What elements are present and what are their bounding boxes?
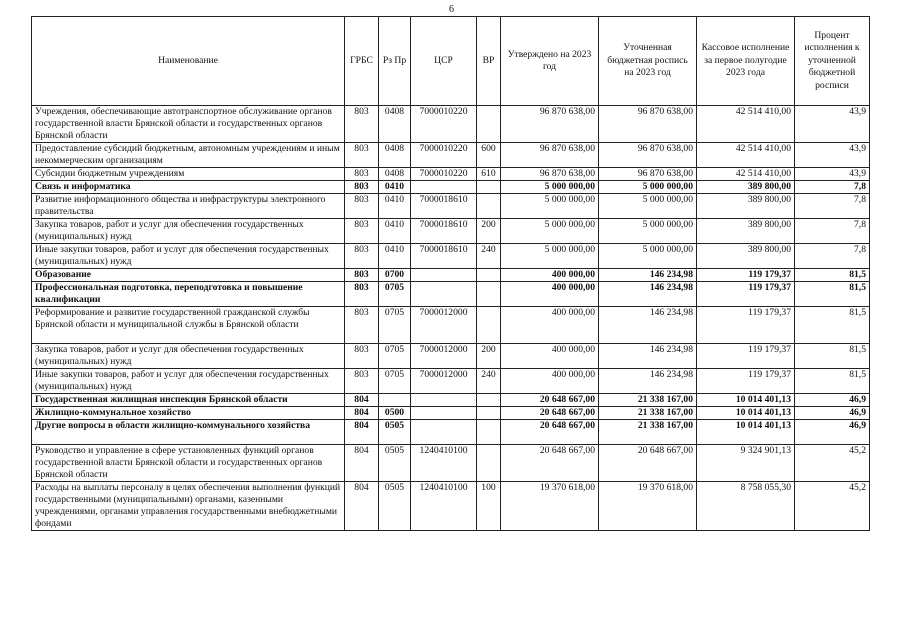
table-row bbox=[32, 219, 870, 244]
row-approved: 96 870 638,00 bbox=[501, 143, 599, 168]
row-vr bbox=[477, 420, 501, 445]
row-cash: 119 179,37 bbox=[697, 307, 795, 344]
row-approved: 400 000,00 bbox=[501, 344, 599, 369]
row-grbs: 803 bbox=[345, 143, 379, 168]
row-approved: 19 370 618,00 bbox=[501, 482, 599, 531]
row-csr bbox=[411, 420, 477, 445]
row-refined: 5 000 000,00 bbox=[599, 194, 697, 219]
row-rzpr bbox=[379, 394, 411, 407]
row-rzpr: 0408 bbox=[379, 143, 411, 168]
row-grbs: 803 bbox=[345, 168, 379, 181]
row-cash: 389 800,00 bbox=[697, 244, 795, 269]
row-rzpr: 0505 bbox=[379, 420, 411, 445]
row-approved: 400 000,00 bbox=[501, 282, 599, 307]
col-header-approved: Утверждено на 2023 год bbox=[501, 17, 599, 106]
row-cash: 10 014 401,13 bbox=[697, 407, 795, 420]
row-cash: 119 179,37 bbox=[697, 282, 795, 307]
table-row bbox=[32, 407, 870, 420]
row-grbs: 803 bbox=[345, 219, 379, 244]
table-row bbox=[32, 420, 870, 445]
row-name: Другие вопросы в области жилищно-коммунального хозяйства bbox=[32, 420, 345, 445]
row-name: Учреждения, обеспечивающие автотранспортное обслуживание органов государственной власти Брянской области и государственных органов Брянской области bbox=[32, 106, 345, 143]
row-approved: 5 000 000,00 bbox=[501, 194, 599, 219]
row-approved: 400 000,00 bbox=[501, 269, 599, 282]
row-refined: 21 338 167,00 bbox=[599, 407, 697, 420]
row-grbs: 804 bbox=[345, 420, 379, 445]
row-percent: 81,5 bbox=[795, 369, 870, 394]
row-csr: 7000012000 bbox=[411, 369, 477, 394]
row-grbs: 804 bbox=[345, 407, 379, 420]
row-percent: 81,5 bbox=[795, 269, 870, 282]
row-refined: 5 000 000,00 bbox=[599, 219, 697, 244]
row-rzpr: 0705 bbox=[379, 369, 411, 394]
row-name: Субсидии бюджетным учреждениям bbox=[32, 168, 345, 181]
row-approved: 400 000,00 bbox=[501, 307, 599, 344]
row-csr: 7000012000 bbox=[411, 307, 477, 344]
table-row bbox=[32, 282, 870, 307]
row-grbs: 803 bbox=[345, 344, 379, 369]
row-approved: 20 648 667,00 bbox=[501, 420, 599, 445]
row-csr bbox=[411, 407, 477, 420]
row-refined: 96 870 638,00 bbox=[599, 106, 697, 143]
row-refined: 146 234,98 bbox=[599, 344, 697, 369]
row-refined: 19 370 618,00 bbox=[599, 482, 697, 531]
row-csr bbox=[411, 282, 477, 307]
row-grbs: 803 bbox=[345, 181, 379, 194]
row-approved: 96 870 638,00 bbox=[501, 106, 599, 143]
row-name: Жилищно-коммунальное хозяйство bbox=[32, 407, 345, 420]
row-refined: 21 338 167,00 bbox=[599, 394, 697, 407]
row-cash: 119 179,37 bbox=[697, 269, 795, 282]
row-name: Реформирование и развитие государственной гражданской службы Брянской области и муниципальной службы в Брянской области bbox=[32, 307, 345, 344]
row-name: Закупка товаров, работ и услуг для обеспечения государственных (муниципальных) нужд bbox=[32, 344, 345, 369]
table-row bbox=[32, 244, 870, 269]
table-header-row bbox=[32, 17, 870, 106]
row-approved: 5 000 000,00 bbox=[501, 219, 599, 244]
row-percent: 81,5 bbox=[795, 282, 870, 307]
row-percent: 45,2 bbox=[795, 482, 870, 531]
table-row bbox=[32, 445, 870, 482]
row-vr bbox=[477, 181, 501, 194]
row-vr bbox=[477, 282, 501, 307]
row-vr: 600 bbox=[477, 143, 501, 168]
row-approved: 400 000,00 bbox=[501, 369, 599, 394]
row-rzpr: 0408 bbox=[379, 106, 411, 143]
row-cash: 389 800,00 bbox=[697, 219, 795, 244]
row-percent: 7,8 bbox=[795, 244, 870, 269]
table-row bbox=[32, 194, 870, 219]
budget-table bbox=[31, 16, 870, 531]
row-cash: 8 758 055,30 bbox=[697, 482, 795, 531]
row-approved: 5 000 000,00 bbox=[501, 181, 599, 194]
row-cash: 9 324 901,13 bbox=[697, 445, 795, 482]
row-rzpr: 0505 bbox=[379, 445, 411, 482]
row-vr: 610 bbox=[477, 168, 501, 181]
row-refined: 21 338 167,00 bbox=[599, 420, 697, 445]
row-csr bbox=[411, 269, 477, 282]
row-rzpr: 0410 bbox=[379, 219, 411, 244]
col-header-csr: ЦСР bbox=[411, 17, 477, 106]
row-percent: 81,5 bbox=[795, 344, 870, 369]
row-percent: 46,9 bbox=[795, 394, 870, 407]
col-header-name: Наименование bbox=[32, 17, 345, 106]
table-row bbox=[32, 369, 870, 394]
row-csr: 7000012000 bbox=[411, 344, 477, 369]
row-vr bbox=[477, 445, 501, 482]
row-approved: 5 000 000,00 bbox=[501, 244, 599, 269]
row-vr: 240 bbox=[477, 244, 501, 269]
table-row bbox=[32, 344, 870, 369]
row-percent: 43,9 bbox=[795, 106, 870, 143]
row-grbs: 804 bbox=[345, 445, 379, 482]
row-name: Связь и информатика bbox=[32, 181, 345, 194]
row-name: Руководство и управление в сфере установленных функций органов государственной власти Брянской области и государственных органов Брянской области bbox=[32, 445, 345, 482]
row-name: Расходы на выплаты персоналу в целях обеспечения выполнения функций государственными (муниципальными) органами, казенными учреждениями, органами управления государственными внебюджетными фондами bbox=[32, 482, 345, 531]
table-row bbox=[32, 168, 870, 181]
row-vr: 240 bbox=[477, 369, 501, 394]
col-header-cash: Кассовое исполнение за первое полугодие 2023 года bbox=[697, 17, 795, 106]
row-rzpr: 0410 bbox=[379, 244, 411, 269]
row-vr bbox=[477, 307, 501, 344]
row-refined: 96 870 638,00 bbox=[599, 168, 697, 181]
row-cash: 42 514 410,00 bbox=[697, 143, 795, 168]
row-grbs: 804 bbox=[345, 482, 379, 531]
row-rzpr: 0410 bbox=[379, 181, 411, 194]
row-percent: 7,8 bbox=[795, 219, 870, 244]
row-vr: 100 bbox=[477, 482, 501, 531]
row-grbs: 803 bbox=[345, 282, 379, 307]
row-refined: 96 870 638,00 bbox=[599, 143, 697, 168]
row-vr bbox=[477, 269, 501, 282]
table-row bbox=[32, 482, 870, 531]
row-cash: 42 514 410,00 bbox=[697, 106, 795, 143]
row-approved: 96 870 638,00 bbox=[501, 168, 599, 181]
row-cash: 389 800,00 bbox=[697, 181, 795, 194]
row-cash: 389 800,00 bbox=[697, 194, 795, 219]
row-refined: 5 000 000,00 bbox=[599, 244, 697, 269]
row-name: Образование bbox=[32, 269, 345, 282]
row-grbs: 803 bbox=[345, 307, 379, 344]
row-percent: 7,8 bbox=[795, 194, 870, 219]
row-cash: 10 014 401,13 bbox=[697, 420, 795, 445]
table-row bbox=[32, 269, 870, 282]
row-grbs: 803 bbox=[345, 269, 379, 282]
row-rzpr: 0705 bbox=[379, 307, 411, 344]
row-vr bbox=[477, 407, 501, 420]
table-row bbox=[32, 181, 870, 194]
row-refined: 20 648 667,00 bbox=[599, 445, 697, 482]
row-name: Иные закупки товаров, работ и услуг для обеспечения государственных (муниципальных) нужд bbox=[32, 244, 345, 269]
row-percent: 45,2 bbox=[795, 445, 870, 482]
row-name: Развитие информационного общества и инфраструктуры электронного правительства bbox=[32, 194, 345, 219]
table-row bbox=[32, 394, 870, 407]
row-rzpr: 0410 bbox=[379, 194, 411, 219]
row-approved: 20 648 667,00 bbox=[501, 407, 599, 420]
row-rzpr: 0705 bbox=[379, 344, 411, 369]
row-refined: 5 000 000,00 bbox=[599, 181, 697, 194]
row-grbs: 803 bbox=[345, 244, 379, 269]
col-header-vr: ВР bbox=[477, 17, 501, 106]
row-refined: 146 234,98 bbox=[599, 307, 697, 344]
row-grbs: 803 bbox=[345, 194, 379, 219]
page-number: 6 bbox=[449, 4, 454, 15]
row-percent: 7,8 bbox=[795, 181, 870, 194]
row-name: Профессиональная подготовка, переподготовка и повышение квалификации bbox=[32, 282, 345, 307]
row-cash: 119 179,37 bbox=[697, 369, 795, 394]
row-approved: 20 648 667,00 bbox=[501, 445, 599, 482]
row-name: Закупка товаров, работ и услуг для обеспечения государственных (муниципальных) нужд bbox=[32, 219, 345, 244]
col-header-percent: Процент исполнения к уточненной бюджетной росписи bbox=[795, 17, 870, 106]
row-csr: 7000010220 bbox=[411, 168, 477, 181]
row-vr bbox=[477, 194, 501, 219]
row-rzpr: 0408 bbox=[379, 168, 411, 181]
row-rzpr: 0700 bbox=[379, 269, 411, 282]
col-header-grbs: ГРБС bbox=[345, 17, 379, 106]
row-grbs: 804 bbox=[345, 394, 379, 407]
row-csr bbox=[411, 394, 477, 407]
row-name: Предоставление субсидий бюджетным, автономным учреждениям и иным некоммерческим организациям bbox=[32, 143, 345, 168]
row-percent: 43,9 bbox=[795, 143, 870, 168]
row-vr: 200 bbox=[477, 219, 501, 244]
row-rzpr: 0505 bbox=[379, 482, 411, 531]
row-percent: 46,9 bbox=[795, 407, 870, 420]
col-header-rzpr: Рз Пр bbox=[379, 17, 411, 106]
row-cash: 10 014 401,13 bbox=[697, 394, 795, 407]
row-refined: 146 234,98 bbox=[599, 269, 697, 282]
row-csr bbox=[411, 181, 477, 194]
row-refined: 146 234,98 bbox=[599, 282, 697, 307]
row-vr bbox=[477, 106, 501, 143]
row-refined: 146 234,98 bbox=[599, 369, 697, 394]
row-percent: 43,9 bbox=[795, 168, 870, 181]
row-csr: 1240410100 bbox=[411, 482, 477, 531]
row-csr: 7000018610 bbox=[411, 244, 477, 269]
row-name: Государственная жилищная инспекция Брянской области bbox=[32, 394, 345, 407]
row-grbs: 803 bbox=[345, 106, 379, 143]
row-csr: 7000010220 bbox=[411, 106, 477, 143]
table-row bbox=[32, 143, 870, 168]
row-percent: 81,5 bbox=[795, 307, 870, 344]
row-vr bbox=[477, 394, 501, 407]
row-csr: 7000010220 bbox=[411, 143, 477, 168]
row-cash: 119 179,37 bbox=[697, 344, 795, 369]
row-csr: 7000018610 bbox=[411, 194, 477, 219]
col-header-refined: Уточненная бюджетная роспись на 2023 год bbox=[599, 17, 697, 106]
row-csr: 7000018610 bbox=[411, 219, 477, 244]
row-percent: 46,9 bbox=[795, 420, 870, 445]
row-name: Иные закупки товаров, работ и услуг для обеспечения государственных (муниципальных) нужд bbox=[32, 369, 345, 394]
row-approved: 20 648 667,00 bbox=[501, 394, 599, 407]
row-rzpr: 0705 bbox=[379, 282, 411, 307]
row-grbs: 803 bbox=[345, 369, 379, 394]
table-row bbox=[32, 106, 870, 143]
row-csr: 1240410100 bbox=[411, 445, 477, 482]
row-cash: 42 514 410,00 bbox=[697, 168, 795, 181]
row-rzpr: 0500 bbox=[379, 407, 411, 420]
row-vr: 200 bbox=[477, 344, 501, 369]
table-row bbox=[32, 307, 870, 344]
